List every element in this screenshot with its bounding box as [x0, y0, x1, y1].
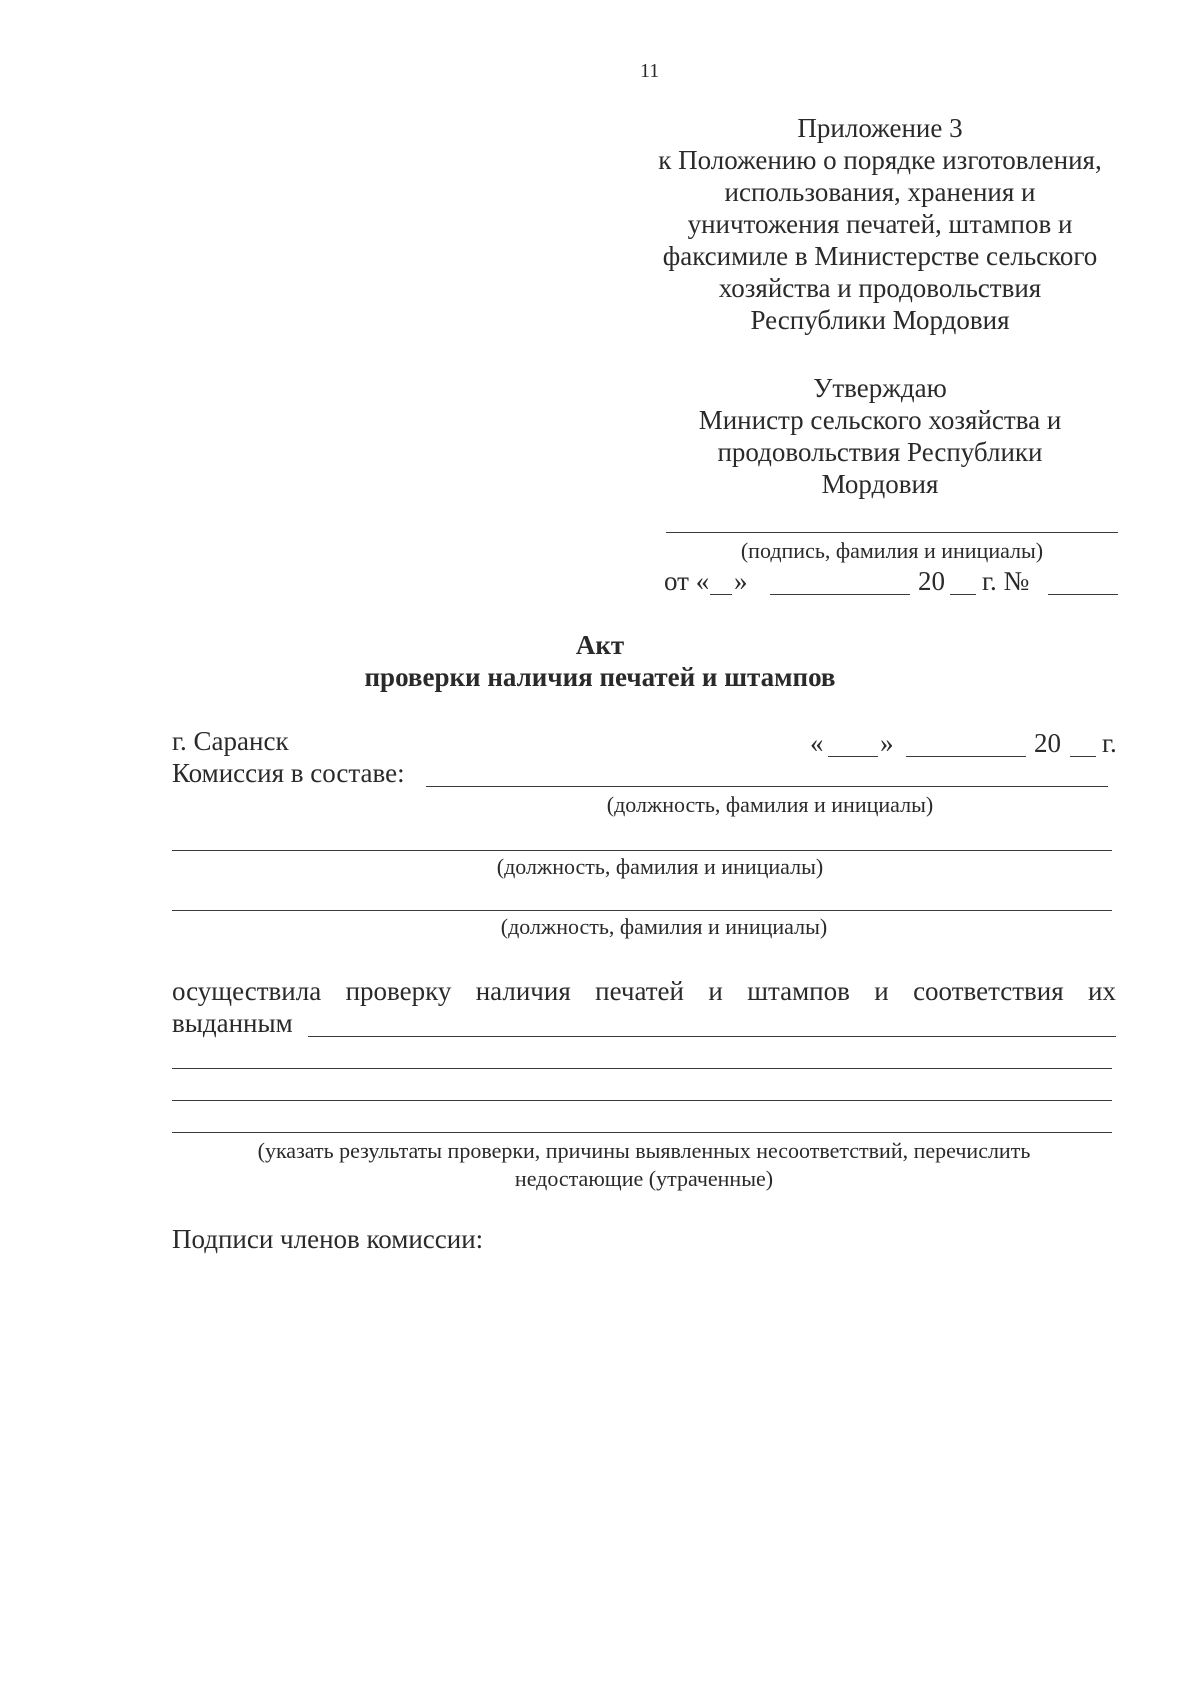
check-word: их — [1087, 976, 1116, 1006]
results-field-4[interactable] — [172, 1132, 1112, 1133]
approval-block — [660, 372, 1100, 500]
appendix-line: факсимиле в Министерстве сельского — [662, 241, 1098, 271]
act-month-field[interactable] — [906, 756, 1026, 757]
check-word: печатей — [595, 976, 684, 1006]
signatures-label: Подписи членов комиссии: — [172, 1224, 484, 1254]
member-caption: (должность, фамилия и инициалы) — [606, 792, 934, 817]
act-title: Акт — [575, 630, 625, 660]
commission-member-field-1[interactable] — [426, 786, 1108, 787]
signature-caption: (подпись, фамилия и инициалы) — [740, 538, 1044, 563]
approval-month-field[interactable] — [770, 594, 910, 595]
check-word: штампов — [747, 976, 850, 1006]
act-year-field[interactable] — [1070, 756, 1096, 757]
commission-label: Комиссия в составе: — [172, 758, 405, 788]
approval-number-label: г. № — [982, 566, 1030, 596]
results-field-1[interactable] — [308, 1036, 1116, 1037]
appendix-line: уничтожения печатей, штампов и — [687, 209, 1073, 239]
commission-member-field-2[interactable] — [172, 850, 1112, 851]
approval-day-field[interactable] — [710, 594, 732, 595]
act-year-prefix: 20 — [1034, 728, 1061, 758]
member-caption: (должность, фамилия и инициалы) — [496, 854, 824, 879]
check-paragraph-line — [172, 976, 1116, 1007]
results-caption-line-1: (указать результаты проверки, причины выявленных несоответствий, перечислить — [257, 1138, 1031, 1163]
check-word: и — [708, 976, 723, 1006]
act-day-field[interactable] — [828, 756, 878, 757]
page-number: 11 — [640, 60, 660, 82]
act-date-close: » — [880, 728, 894, 758]
appendix-line: к Положению о порядке изготовления, — [658, 145, 1102, 175]
act-year-suffix: г. — [1102, 728, 1117, 758]
results-caption-line-2: недостающие (утраченные) — [514, 1166, 774, 1191]
appendix-line: Республики Мордовия — [750, 305, 1010, 335]
appendix-header — [640, 112, 1120, 336]
approval-year-field[interactable] — [950, 594, 976, 595]
approval-date-close: » — [734, 566, 748, 596]
appendix-line: использования, хранения и — [724, 177, 1036, 207]
approval-signature-line[interactable] — [666, 532, 1118, 533]
approval-number-field[interactable] — [1048, 594, 1118, 595]
appendix-line: Приложение 3 — [797, 113, 963, 143]
check-word: наличия — [475, 976, 571, 1006]
commission-member-field-3[interactable] — [172, 910, 1112, 911]
appendix-line: хозяйства и продовольствия — [718, 273, 1042, 303]
approval-date-prefix: от « — [664, 566, 710, 596]
approval-year-prefix: 20 — [918, 566, 945, 596]
city-label: г. Саранск — [172, 726, 289, 756]
results-field-2[interactable] — [172, 1068, 1112, 1069]
check-word: осуществила — [172, 976, 322, 1006]
approval-line: продовольствия Республики — [717, 437, 1043, 467]
check-word: проверку — [345, 976, 452, 1006]
act-subtitle: проверки наличия печатей и штампов — [364, 662, 836, 692]
approval-line: Мордовия — [821, 469, 939, 499]
act-date-open: « — [810, 728, 824, 758]
results-field-3[interactable] — [172, 1100, 1112, 1101]
member-caption: (должность, фамилия и инициалы) — [500, 914, 828, 939]
approval-line: Министр сельского хозяйства и — [698, 405, 1062, 435]
check-word: соответствия — [913, 976, 1064, 1006]
check-word: и — [874, 976, 889, 1006]
approval-line: Утверждаю — [813, 373, 947, 403]
issued-label: выданным — [172, 1008, 293, 1038]
